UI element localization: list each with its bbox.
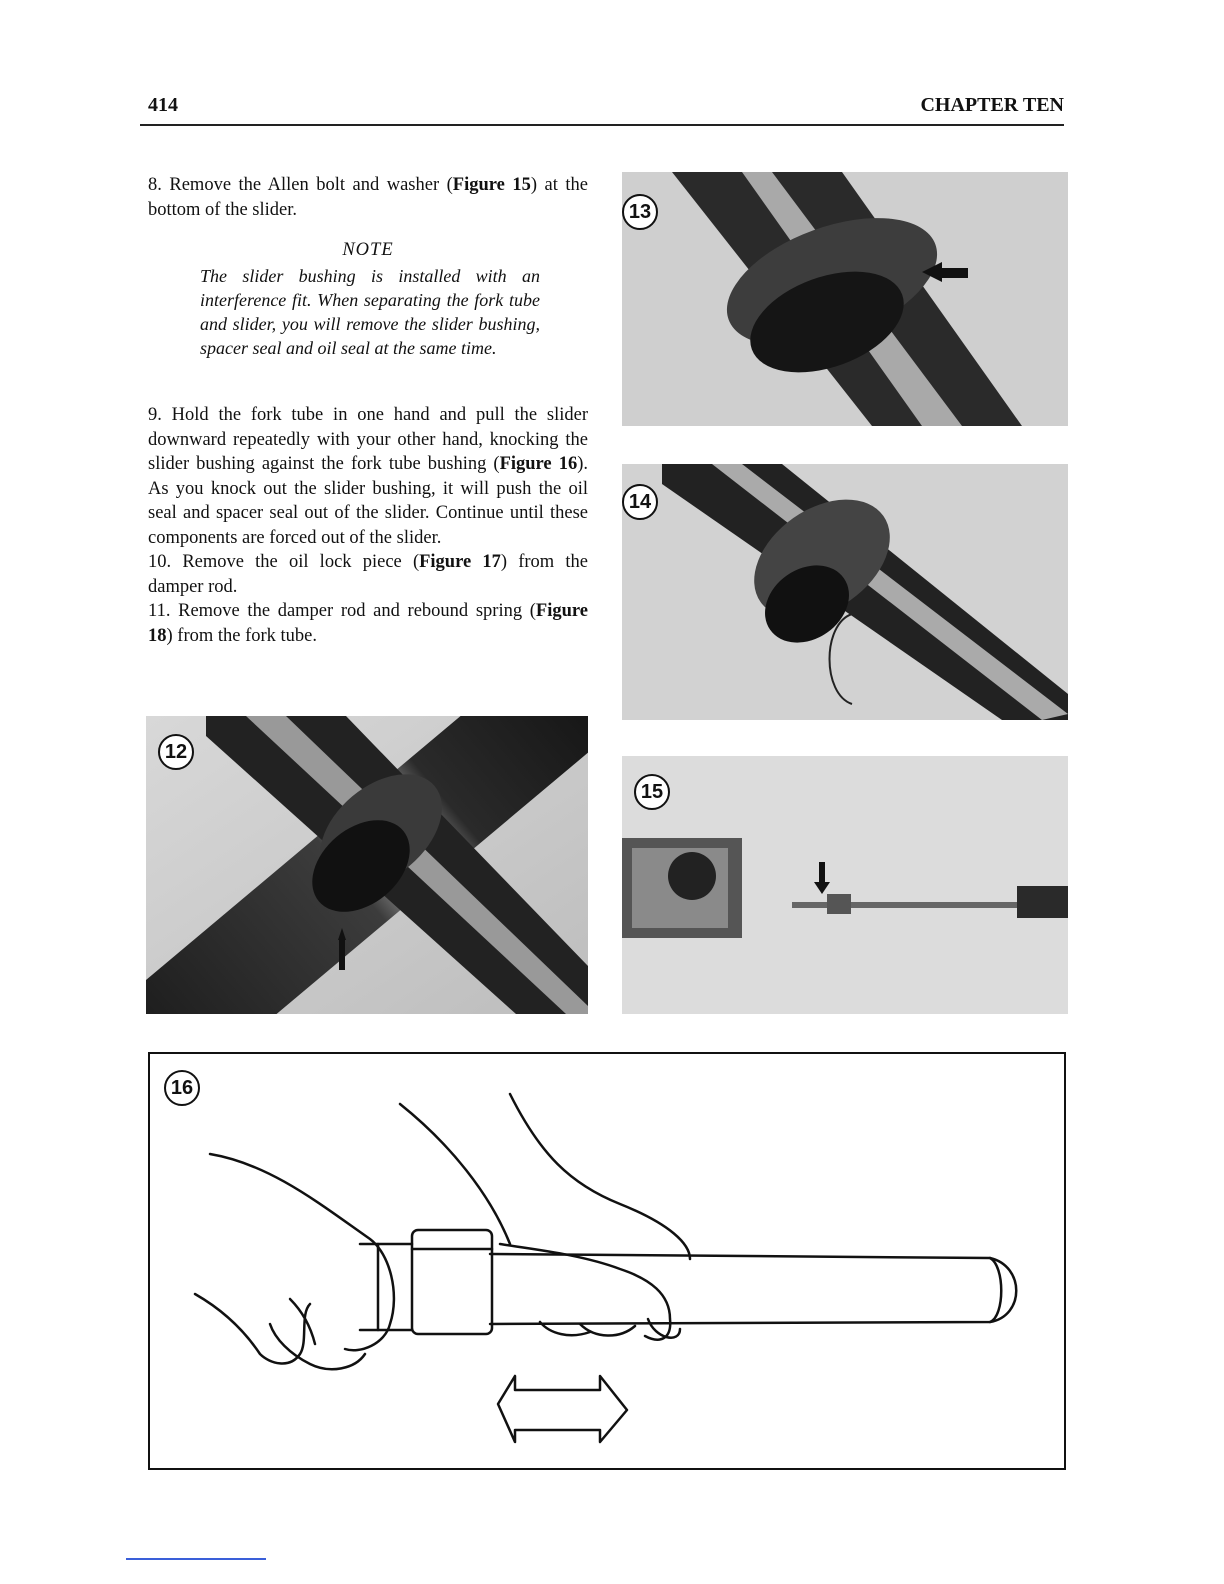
step-9: [148, 403, 588, 550]
step-11-text-end: ) from the fork tube.: [166, 625, 318, 646]
figure-12-label: 12: [158, 734, 194, 770]
fork-slider-photo-14: [622, 464, 1068, 720]
figure-15-label: 15: [634, 774, 670, 810]
step-8-text: 8. Remove the Allen bolt and washer (: [148, 175, 453, 195]
fork-slider-photo-13: [622, 172, 1068, 426]
step-8: [148, 173, 588, 222]
chapter-title: CHAPTER TEN: [920, 94, 1064, 116]
note-body: The slider bushing is installed with an interference fit. When separating the fork tube and slider, you will remove the slider bushing, spacer seal and oil seal at the same time.: [200, 266, 540, 358]
figure-16-label: 16: [164, 1070, 200, 1106]
step-10-text-end: ) from the damper rod.: [148, 552, 588, 597]
figure-12-photo: [146, 716, 588, 1014]
figure-14-label: 14: [622, 484, 658, 520]
hands-pulling-slider-drawing: [150, 1054, 1064, 1468]
figure-14-photo: [622, 464, 1068, 720]
figure-15-ref: Figure 15: [452, 175, 531, 195]
steps-9-11: [148, 403, 588, 648]
figure-18-ref: Figure 18: [148, 601, 588, 646]
footer-link-underline: [126, 1558, 266, 1560]
step-10: [148, 550, 588, 599]
figure-16-illustration: [148, 1052, 1066, 1470]
header-rule: [140, 124, 1064, 126]
figure-15-photo: [622, 756, 1068, 1014]
step-11: [148, 599, 588, 648]
figure-13-photo: [622, 172, 1068, 426]
page-number: 414: [148, 94, 178, 116]
figure-17-ref: Figure 17: [419, 552, 501, 572]
step-10-text: 10. Remove the oil lock piece (: [148, 552, 420, 572]
step-8-text-end: ) at the bottom of the slider.: [148, 175, 588, 220]
note-title: NOTE: [342, 240, 394, 260]
figure-13-label: 13: [622, 194, 658, 230]
step-11-text: 11. Remove the damper rod and rebound spring (: [148, 601, 536, 621]
allen-bolt-photo-15: [622, 756, 1068, 1014]
figure-16-ref: Figure 16: [499, 454, 578, 474]
fork-slider-photo-12: [146, 716, 588, 1014]
step-9-text: 9. Hold the fork tube in one hand and pull the slider downward repeatedly with your other hand, knocking the slider bushing against the fork tube bushing (: [148, 405, 588, 474]
step-9-text-end: ). As you knock out the slider bushing, it will push the oil seal and spacer seal out of the slider. Continue until these components are forced out of the slider.: [148, 454, 588, 548]
